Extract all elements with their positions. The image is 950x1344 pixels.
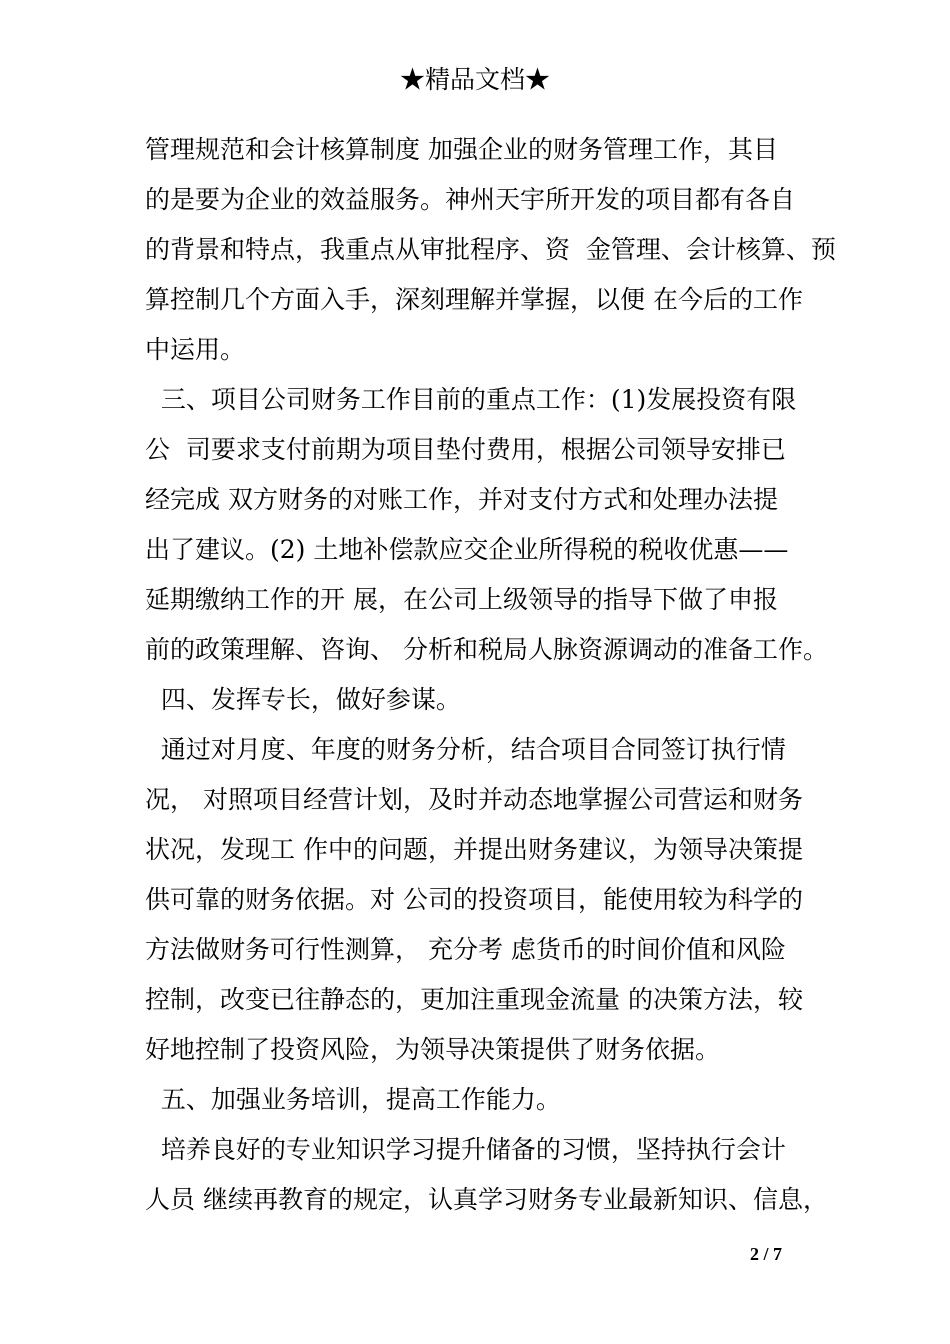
body-line: 的背景和特点，我重点从审批程序、资 金管理、会计核算、预 <box>145 235 836 264</box>
body-line: 公 司要求支付前期为项目垫付费用，根据公司领导安排已 <box>145 435 786 464</box>
body-line: 方法做财务可行性测算， 充分考 虑货币的时间价值和风险 <box>145 935 786 964</box>
body-line: 状况，发现工 作中的问题，并提出财务建议，为领导决策提 <box>145 835 803 864</box>
document-header-title: ★精品文档★ <box>399 65 550 94</box>
section-heading: 五、加强业务培训，提高工作能力。 <box>145 1085 561 1114</box>
body-line: 控制，改变已往静态的，更加注重现金流量 的决策方法，较 <box>145 985 803 1014</box>
body-line: 好地控制了投资风险，为领导决策提供了财务依据。 <box>145 1035 721 1064</box>
body-line: 培养良好的专业知识学习提升储备的习惯，坚持执行会计 <box>145 1135 786 1164</box>
body-line: 通过对月度、年度的财务分析，结合项目合同签订执行情 <box>145 735 786 764</box>
body-line: 供可靠的财务依据。对 公司的投资项目，能使用较为科学的 <box>145 885 803 914</box>
body-line: 的是要为企业的效益服务。神州天宇所开发的项目都有各自 <box>145 185 796 214</box>
body-line: 延期缴纳工作的开 展，在公司上级领导的指导下做了申报 <box>145 585 778 614</box>
body-line: 况， 对照项目经营计划，及时并动态地掌握公司营运和财务 <box>145 785 803 814</box>
body-line: 前的政策理解、咨询、 分析和税局人脉资源调动的准备工作。 <box>145 635 828 664</box>
body-line: 管理规范和会计核算制度 加强企业的财务管理工作，其目 <box>145 135 778 164</box>
body-line: 经完成 双方财务的对账工作，并对支付方式和处理办法提 <box>145 485 778 514</box>
page-number: 2 / 7 <box>750 1244 783 1264</box>
body-line: 三、项目公司财务工作目前的重点工作：(1)发展投资有限 <box>145 385 797 414</box>
body-line: 算控制几个方面入手，深刻理解并掌握，以便 在今后的工作 <box>145 285 803 314</box>
body-line: 出了建议。(2) 土地补偿款应交企业所得税的税收优惠—— <box>145 535 789 564</box>
body-line: 人员 继续再教育的规定，认真学习财务专业最新知识、信息， <box>145 1185 828 1214</box>
section-heading: 四、发挥专长，做好参谋。 <box>145 685 461 714</box>
body-line: 中运用。 <box>145 335 246 364</box>
